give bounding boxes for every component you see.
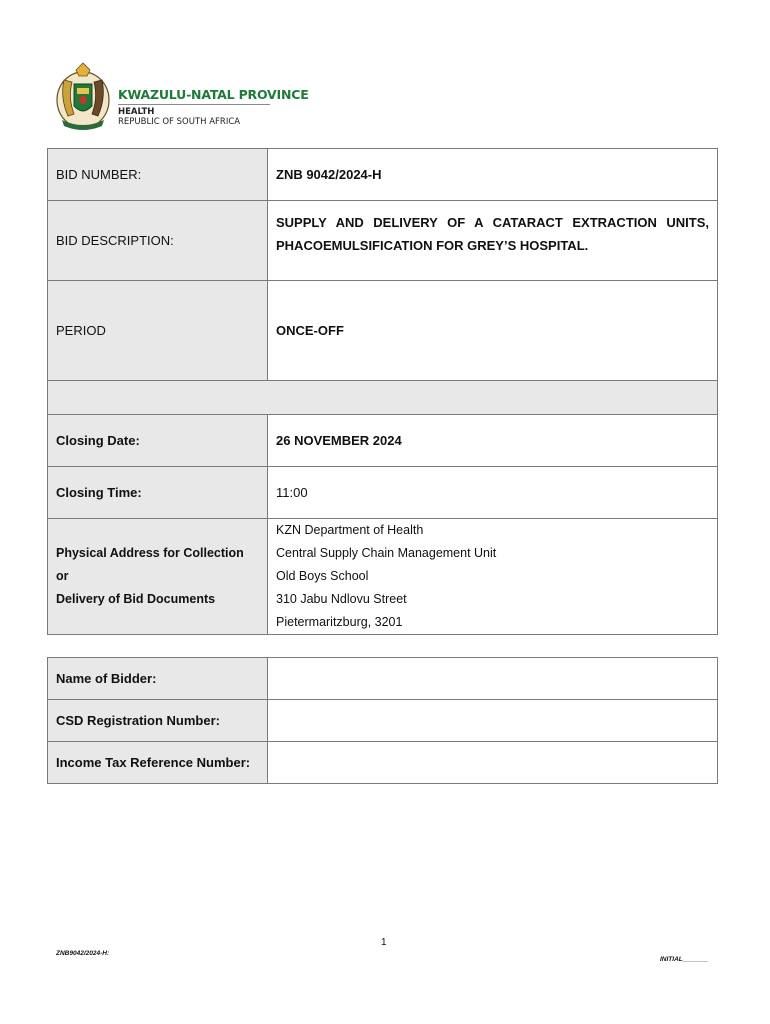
spacer-row: [48, 381, 718, 415]
country-name: REPUBLIC OF SOUTH AFRICA: [118, 117, 241, 127]
closing-date-value: 26 NOVEMBER 2024: [268, 415, 718, 467]
address-line: 310 Jabu Ndlovu Street: [276, 592, 407, 606]
department-name: HEALTH: [118, 107, 155, 117]
bidder-name-label: Name of Bidder:: [48, 658, 268, 700]
table-row: [48, 519, 718, 635]
closing-date-label: Closing Date:: [48, 415, 268, 467]
address-line: Central Supply Chain Management Unit: [276, 546, 497, 560]
period-label: PERIOD: [48, 281, 268, 381]
address-label-line: Delivery of Bid Documents: [56, 592, 216, 606]
bid-details-table: [47, 148, 718, 635]
table-row: [48, 281, 718, 381]
income-tax-field[interactable]: [268, 742, 718, 784]
csd-registration-field[interactable]: [268, 700, 718, 742]
bid-description-value: SUPPLY AND DELIVERY OF A CATARACT EXTRACTION UNITS, PHACOEMULSIFICATION FOR GREY’S HOSPITAL.: [276, 215, 709, 253]
bid-description-label: BID DESCRIPTION:: [48, 201, 268, 281]
csd-registration-label: CSD Registration Number:: [48, 700, 268, 742]
kzn-health-logo: [52, 60, 309, 135]
bid-number-label: BID NUMBER:: [48, 149, 268, 201]
bidder-info-table: [47, 657, 718, 784]
address-line: KZN Department of Health: [276, 523, 424, 537]
income-tax-label: Income Tax Reference Number:: [48, 742, 268, 784]
province-title: KWAZULU-NATAL PROVINCE: [118, 87, 309, 102]
table-row: [48, 658, 718, 700]
brand-divider: [118, 104, 270, 105]
closing-time-label: Closing Time:: [48, 467, 268, 519]
page-number: 1: [381, 937, 387, 948]
table-row: [48, 381, 718, 415]
table-row: [48, 742, 718, 784]
address-label-line: Physical Address for Collection or: [56, 546, 244, 583]
coat-of-arms-icon: [52, 60, 114, 132]
table-row: [48, 467, 718, 519]
footer-reference: ZNB9042/2024-H:: [56, 950, 110, 957]
table-row: [48, 700, 718, 742]
bid-number-value: ZNB 9042/2024-H: [268, 149, 718, 201]
address-line: Old Boys School: [276, 569, 369, 583]
table-row: [48, 415, 718, 467]
bidder-name-field[interactable]: [268, 658, 718, 700]
period-value: ONCE-OFF: [268, 281, 718, 381]
footer-initial: INITIAL_______: [660, 956, 709, 963]
address-label: [48, 519, 268, 635]
address-line: Pietermaritzburg, 3201: [276, 615, 403, 629]
closing-time-value: 11:00: [268, 467, 718, 519]
table-row: [48, 201, 718, 281]
address-value: [268, 519, 718, 635]
table-row: [48, 149, 718, 201]
bid-description-cell: [268, 201, 718, 281]
